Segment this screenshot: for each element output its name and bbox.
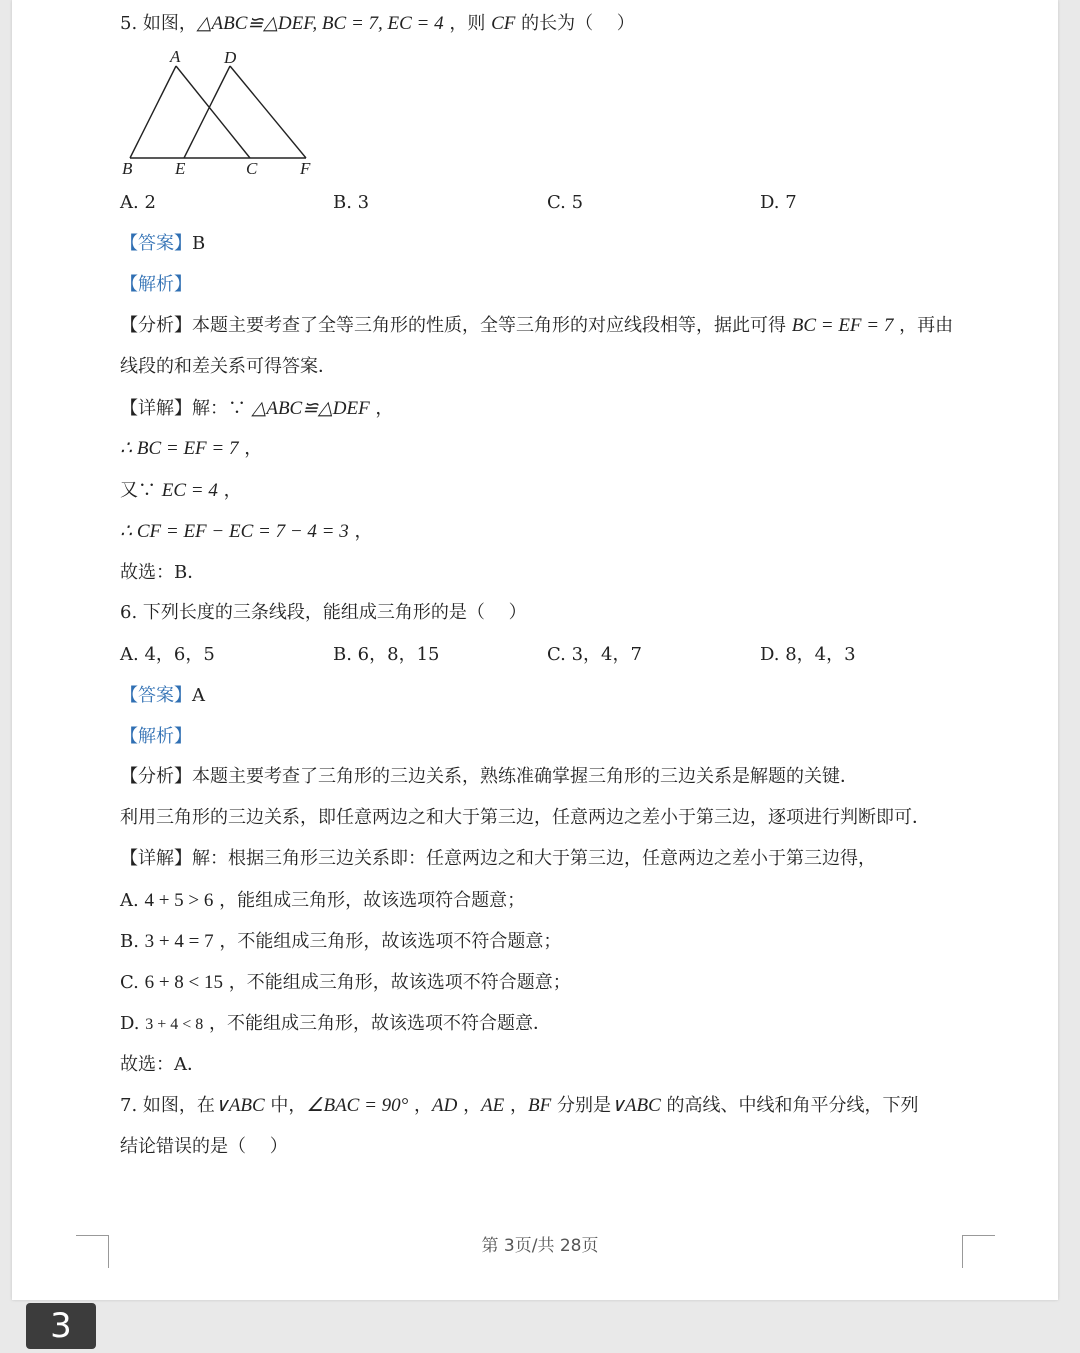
q7-text: 中， (264, 1095, 307, 1116)
step-text: ， (238, 438, 263, 459)
segment-DF (230, 66, 306, 158)
q5-option-a: A. 2 (120, 192, 156, 213)
q5-option-d: D. 7 (760, 192, 797, 213)
answer-tag: 【答案】 (120, 685, 192, 706)
q5-stem-math: , BC = 7, EC = 4 (312, 13, 444, 34)
check-prefix: B. (120, 931, 145, 952)
q5-option-b: B. 3 (333, 192, 370, 213)
q7-math: ∠BAC = 90° (306, 1095, 409, 1116)
check-prefix: C. (120, 972, 145, 993)
q7-text: ， (504, 1095, 529, 1116)
q7-math: BF (528, 1095, 552, 1116)
q6-analysis-tag: 【解析】 (120, 726, 192, 747)
q5-answer (120, 232, 205, 256)
segment-DE (184, 66, 230, 158)
q7-stem-line2: 结论错误的是（ ） (120, 1136, 288, 1157)
check-text: ，不能组成三角形，故该选项不符合题意． (203, 1013, 552, 1034)
q6-fenxi-line2: 利用三角形的三边关系，即任意两边之和大于第三边，任意两边之差小于第三边，逐项进行判断即可． (120, 807, 930, 828)
label-C: C (246, 159, 258, 178)
q5-fenxi-line1 (120, 314, 953, 338)
q5-stem (120, 12, 635, 36)
segment-AC (176, 66, 250, 158)
label-A: A (170, 48, 181, 66)
q7-text: 分别是 (551, 1095, 611, 1116)
q5-stem-text: 的长为（ ） (515, 13, 635, 34)
q6-check-a (120, 889, 525, 913)
q7-text: ， (457, 1095, 482, 1116)
q5-option-c: C. 5 (547, 192, 584, 213)
q5-stem-math: CF (491, 13, 516, 34)
check-text: ，不能组成三角形，故该选项不符合题意； (213, 931, 562, 952)
page-number-badge[interactable]: 3 (26, 1303, 96, 1349)
q5-step2 (120, 479, 242, 503)
q5-stem-math: △ABC≌△DEF (196, 13, 313, 34)
q7-text: ， (408, 1095, 433, 1116)
xiangjie-text: ， (369, 398, 394, 419)
q6-check-d (120, 1012, 551, 1037)
label-B: B (122, 159, 133, 178)
q5-step1 (120, 437, 262, 461)
check-math: 3 + 4 = 7 (144, 931, 214, 952)
step-text: ， (217, 480, 242, 501)
q5-fenxi-line2: 线段的和差关系可得答案． (120, 356, 336, 377)
check-math: 3 + 4 < 8 (145, 1016, 204, 1033)
q5-figure (108, 48, 328, 182)
q7-math: ∨ABC (610, 1095, 661, 1116)
fenxi-math: BC = EF = 7 (791, 315, 894, 336)
answer-tag: 【答案】 (120, 233, 192, 254)
page-footer: 第 3页/共 28页 (481, 1236, 599, 1256)
segment-AB (130, 66, 176, 158)
q7-stem (120, 1094, 919, 1118)
check-math: 4 + 5 > 6 (144, 890, 214, 911)
q6-option-c: C. 3，4，7 (547, 644, 642, 665)
step-math: ∴ CF = EF − EC = 7 − 4 = 3 (120, 521, 349, 542)
check-prefix: A. (120, 890, 145, 911)
step-math: ∴ BC = EF = 7 (120, 438, 239, 459)
q5-analysis-tag: 【解析】 (120, 274, 192, 295)
q6-final: 故选：A． (120, 1054, 205, 1075)
q5-stem-text: 5. 如图， (120, 13, 197, 34)
check-math: 6 + 8 < 15 (144, 972, 224, 993)
q7-math: AE (481, 1095, 505, 1116)
q6-option-a: A. 4，6，5 (120, 644, 215, 665)
xiangjie-text: 【详解】解：∵ (120, 398, 252, 419)
q7-text: 7. 如图，在 (120, 1095, 215, 1116)
label-E: E (175, 159, 186, 178)
fenxi-text: ，再由 (893, 315, 954, 336)
label-D: D (224, 48, 237, 67)
q5-step3 (120, 520, 372, 544)
q6-option-b: B. 6，8，15 (333, 644, 440, 665)
q6-fenxi: 【分析】本题主要考查了三角形的三边关系，熟练准确掌握三角形的三边关系是解题的关键． (120, 766, 858, 787)
document-page (12, 0, 1058, 1300)
q6-check-c (120, 971, 571, 995)
q5-stem-text: ，则 (443, 13, 492, 34)
q5-xiangjie (120, 397, 393, 421)
check-text: ，能组成三角形，故该选项符合题意； (213, 890, 526, 911)
q5-final: 故选：B． (120, 562, 206, 583)
q6-answer (120, 684, 205, 708)
q6-option-d: D. 8，4，3 (760, 644, 856, 665)
fenxi-text: 【分析】本题主要考查了全等三角形的性质，全等三角形的对应线段相等，据此可得 (120, 315, 792, 336)
q6-stem: 6. 下列长度的三条线段，能组成三角形的是（ ） (120, 602, 527, 623)
step-math: EC = 4 (161, 480, 218, 501)
step-text: 又∵ (120, 480, 162, 501)
check-text: ，不能组成三角形，故该选项不符合题意； (223, 972, 571, 993)
answer-value: A (192, 685, 205, 706)
q6-xiangjie: 【详解】解：根据三角形三边关系即：任意两边之和大于第三边，任意两边之差小于第三边得， (120, 848, 876, 869)
xiangjie-math: △ABC≌△DEF (251, 398, 370, 419)
label-F: F (300, 159, 311, 178)
q6-check-b (120, 930, 561, 954)
check-prefix: D. (120, 1013, 146, 1034)
q7-text: 的高线、中线和角平分线，下列 (660, 1095, 919, 1116)
answer-value: B (192, 233, 206, 254)
q7-math: AD (432, 1095, 458, 1116)
q7-math: ∨ABC (214, 1095, 265, 1116)
step-text: ， (348, 521, 373, 542)
